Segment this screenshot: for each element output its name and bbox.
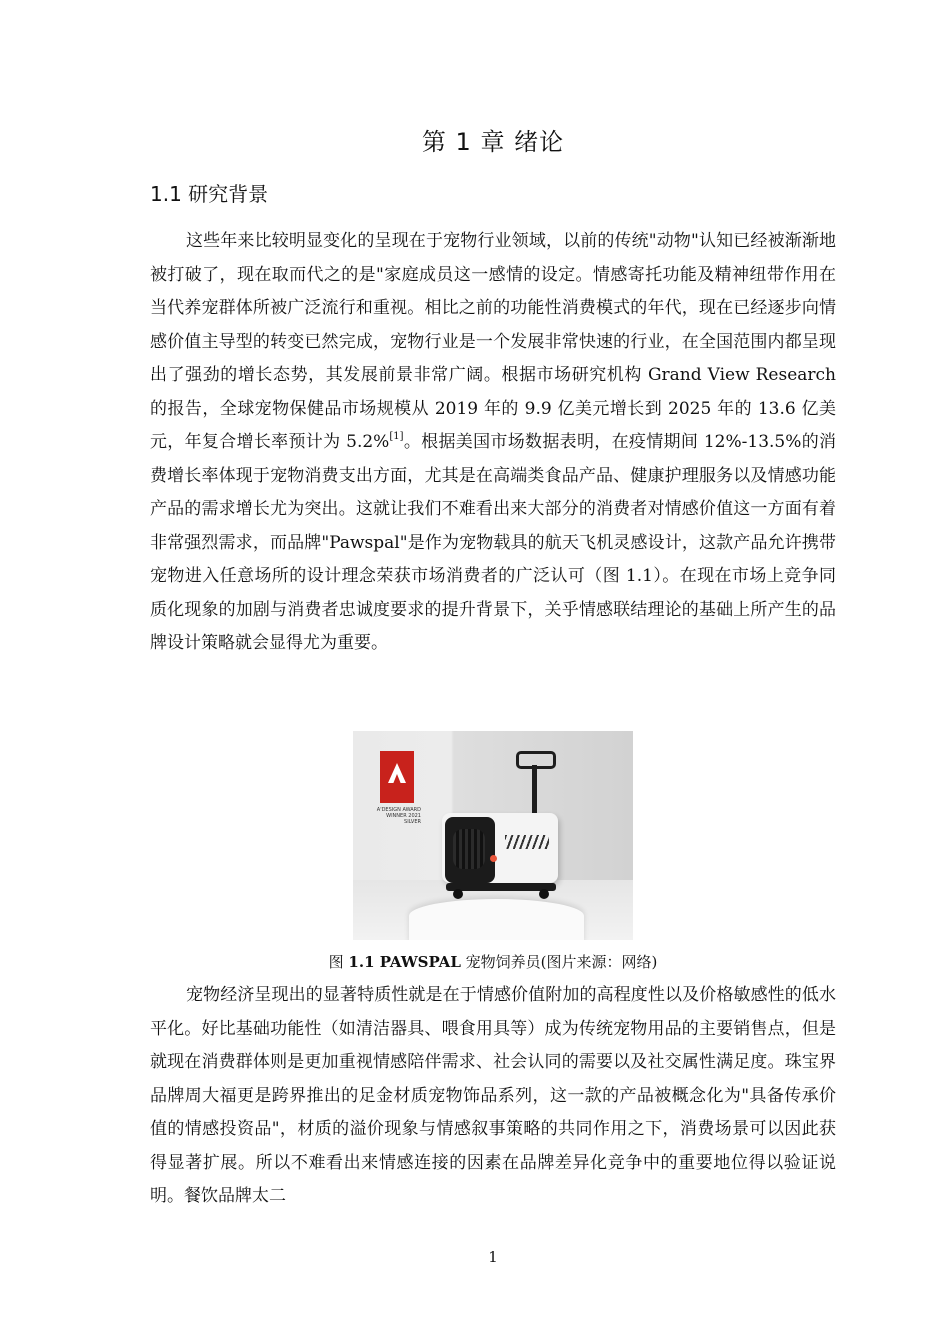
pet-crate-wheel	[539, 889, 549, 899]
pawspal-product-photo	[353, 731, 633, 940]
body-paragraph-1	[150, 225, 836, 661]
pet-crate-vents	[505, 835, 549, 849]
award-text-line-1: A'DESIGN AWARD	[376, 807, 421, 813]
pet-crate-wheel	[453, 889, 463, 899]
section-title: 1.1 研究背景	[150, 182, 269, 206]
award-text-line-2: WINNER 2021	[386, 813, 421, 819]
award-caption	[375, 807, 421, 825]
citation-marker: [1]	[389, 431, 404, 442]
award-logo	[380, 751, 414, 803]
pet-crate-grille	[453, 829, 485, 869]
photo-pedestal	[409, 899, 584, 940]
chapter-title: 第 1 章 绪论	[421, 128, 565, 156]
paragraph-1-text-a: 这些年来比较明显变化的呈现在于宠物行业领域，以前的传统"动物"认知已经被渐渐地被打破了，现在取而代之的是"家庭成员这一感情的设定。情感寄托功能及精神纽带作用在当代养宠群体所被广泛流行和重视。相比之前的功能性消费模式的年代，现在已经逐步向情感价值主导型的转变已然完成，宠物行业是一个发展非常快速的行业，在全国范围内都呈现出了强劲的增长态势，其发展前景非常广阔。根据市场研究机构 Grand View Research 的报告，全球宠物保健品市场规模从 2019 年的 9.9 亿美元增长到 2025 年的 13.6 亿美元，年复合增长率预计为 5.2%	[150, 231, 836, 452]
page-number: 1	[488, 1248, 498, 1266]
caption-text: 宠物饲养员(图片来源：网络)	[460, 953, 658, 971]
award-text-line-3: SILVER	[404, 819, 421, 825]
pet-crate-knob	[490, 855, 497, 862]
paragraph-1-text-b: 。根据美国市场数据表明，在疫情期间 12%-13.5%的消费增长率体现于宠物消费支出方面，尤其是在高端类食品产品、健康护理服务以及情感功能产品的需求增长尤为突出。这就让我们不难看出来大部分的消费者对情感价值这一方面有着非常强烈需求，而品牌"Pawspal"是作为宠物载具的航天飞机灵感设计，这款产品允许携带宠物进入任意场所的设计理念荣获市场消费者的广泛认可（图 1.1）。在现在市场上竞争同质化现象的加剧与消费者忠诚度要求的提升背景下，关乎情感联结理论的基础上所产生的品牌设计策略就会显得尤为重要。	[150, 432, 837, 653]
caption-label: 1.1 PAWSPAL	[348, 953, 461, 971]
caption-prefix: 图	[328, 953, 349, 971]
figure-caption	[0, 951, 950, 972]
crate-pole	[532, 765, 537, 815]
body-paragraph-2: 宠物经济呈现出的显著特质性就是在于情感价值附加的高程度性以及价格敏感性的低水平化。好比基础功能性（如清洁器具、喂食用具等）成为传统宠物用品的主要销售点，但是就现在消费群体则是更加重视情感陪伴需求、社会认同的需要以及社交属性满足度。珠宝界品牌周大福更是跨界推出的足金材质宠物饰品系列，这一款的产品被概念化为"具备传承价值的情感投资品"，材质的溢价现象与情感叙事策略的共同作用之下，消费场景可以因此获得显著扩展。所以不难看出来情感连接的因素在品牌差异化竞争中的重要地位得以验证说明。餐饮品牌太二	[150, 985, 836, 1206]
